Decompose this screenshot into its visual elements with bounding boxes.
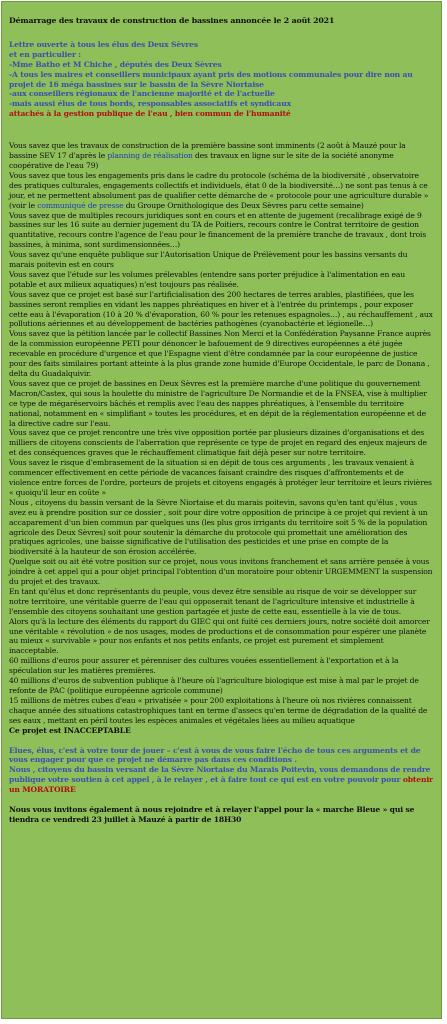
text-run: du Groupe Ornithologique des Deux Sèvres paru cette semaine) (123, 200, 364, 210)
letter-body (9, 141, 433, 735)
greeting-line: et en particulier : (9, 49, 81, 59)
body-paragraph: Nous , citoyens du bassin versant de la Sèvre Niortaise et du marais poitevin, savons qu'en tant qu'élus , vous avez eu à prendre position sur ce dossier , soit pour dire votre opposition de principe à ce projet qui revient à un accaparement d'un bien commun par quelques uns (les plus gros irrigants du territoire soit 5 % de la population agricole des Deux Sèvres) soit pour soutenir la démarche du protocole qui promettait une amélioration des pratiques agricoles, une baisse significative de l'utilisation des pesticides et une prise en compte de la biodiversité à la hauteur de son érosion accélérée. (9, 497, 428, 557)
text-run: Vous savez que tous les engagements pris dans le cadre du protocole (schéma de la biodiversité , observatoire des pratiques culturales, engagements collectifs et individuels, état 0 de la biodiversité…) ne sont pas tenus à ce jour, et ne permettent absolument pas de qualifier cette démarche de « protocole pour une agriculture durable » (voir le (9, 170, 429, 210)
press-release-link[interactable]: communiqué de presse (37, 200, 124, 210)
moratorium-emphasis: obtenir un MORATOIRE (9, 775, 433, 795)
final-invitation: Nous vous invitons également à nous rejoindre et à relayer l'appel pour la « marche Bleue » qui se tiendra ce vendredi 23 juillet à Mauzé à partir de 18H30 (9, 805, 415, 824)
body-paragraph: En tant qu'élus et donc représentants du peuple, vous devez être sensible au risque de voir se développer sur notre territoire, une véritable guerre de l'eau qui opposerait tenant de l'agriculture intensive et industrielle à l'ensemble des citoyens souhaitant une gestion partagée et juste de cette eau, essentielle à la vie de tous. (9, 586, 417, 616)
closing-block (9, 746, 433, 796)
text-run: Vous savez que les travaux de construction de la première bassine sont imminents (2 août à Mauzé pour la bassine SEV 17 d'après le (9, 141, 406, 161)
greeting-line: Lettre ouverte à tous les élus des Deux Sèvres (9, 39, 198, 49)
body-paragraph: Ce projet est INACCEPTABLE (9, 725, 131, 735)
greeting-line: -aux conseillers régionaux de l'ancienne majorité et de l'actuelle (9, 89, 275, 99)
greeting-block (9, 40, 433, 119)
greeting-line: -Mme Batho et M Chiche , députés des Deux Sèvres (9, 59, 222, 69)
body-paragraph: Vous savez que l'étude sur les volumes prélevables (entendre sans porter préjudice à l'alimentation en eau potable et aux milieux aquatiques) n'est toujours pas réalisée. (9, 269, 405, 289)
text-run: des travaux en ligne sur le site de la société anonyme coopérative de l'eau 79) (9, 151, 394, 170)
spacer (9, 795, 433, 805)
closing-paragraph (9, 765, 433, 795)
document-title: Démarrage des travaux de construction de bassines annoncée le 2 août 2021 (9, 16, 335, 25)
body-paragraph: Alors qu'à la lecture des éléments du rapport du GIEC qui ont fuité ces derniers jours, notre société doit amorcer une véritable « révolution » de nos usages, modes de productions et de consommation pour espérer une planète au mieux « survivable » pour nos enfants et nos petits enfants, ce projet est purement et simplement inacceptable. (9, 616, 430, 656)
body-paragraph (9, 171, 433, 211)
body-paragraph: 60 millions d'euros pour assurer et pérenniser des cultures vouées essentiellement à l'exportation et à la spéculation sur les matières premières. (9, 656, 399, 676)
letter-page (1, 1, 442, 1019)
greeting-line: -A tous les maires et conseillers municipaux ayant pris des motions communales pour dire non au projet de 16 méga bassines sur le bassin de la Sèvre Niortaise (9, 69, 413, 89)
body-paragraph: Quelque soit ou ait été votre position sur ce projet, nous vous invitons franchement et sans arrière pensée à vous joindre à cet appel qui a pour objet principal l'obtention d'un moratoire pour obtenir URGEMMENT la suspension du projet et des travaux. (9, 557, 433, 587)
body-paragraph: Vous savez qu'une enquête publique sur l'Autorisation Unique de Prélèvement pour les bassins versants du marais poitevin est en cours (9, 250, 408, 270)
body-paragraph (9, 141, 433, 171)
body-paragraph: Vous savez que ce projet rencontre une très vive opposition portée par plusieurs dizaines d'organisations et des milliers de citoyens conscients de l'aberration que représente ce type de projet en regard des enjeux majeurs de et des conséquences graves que le réchauffement climatique fait déjà peser sur notre territoire. (9, 428, 427, 458)
body-paragraph: Vous savez que la pétition lancée par le collectif Bassines Non Merci et la Confédération Paysanne France auprès de la commission européenne PETI pour dénoncer le bafouement de 9 directives européennes a été jugée recevable en procédure d'urgence et que l'Espagne vient d'être condamnée par la cour européenne de justice pour des faits similaires portant atteinte à la plus grande zone humide d'Europe Occidentale, le parc de Donana , delta du Guadalquivir. (9, 329, 431, 378)
body-paragraph: Vous savez le risque d'embrasement de la situation si en dépit de tous ces arguments , les travaux venaient à commencer effectivement en cette période de vacances faisant craindre des risques d'affrontements et de violence entre forces de l'ordre, porteurs de projets et citoyens engagés à protéger leur territoire et leurs rivières « quoiqu'il leur en coûte » (9, 458, 432, 497)
greeting-line: attachés à la gestion publique de l'eau , bien commun de l'humanité (9, 109, 291, 119)
body-paragraph: Vous savez que de multiples recours juridiques sont en cours et en attente de jugement (recalibrage exigé de 9 bassines sur les 16 suite au dernier jugement du TA de Poitiers, recours contre le Contrat territoire de gestion quantitative, recours contre l'agence de l'eau pour le financement de la première tranche de travaux , dont trois bassines, à minima, sont surdimensionnées…) (9, 210, 427, 250)
body-paragraph: Vous savez que ce projet est basé sur l'artificialisation des 200 hectares de terres arables, plastifiées, que les bassines seront remplies en vidant les nappes phréatiques en hiver et à l'entrée du printemps , pour exposer cette eau à l'évaporation (10 à 20 % d'évaporation, 60 % pour les retenues espagnoles…) , au réchauffement , aux pollutions aériennes et au développement de bactéries pathogènes (cyanobactérie et légionelle…) (9, 289, 433, 329)
closing-paragraph: Elues, élus, c'est à votre tour de jouer – c'est à vous de vous faire l'écho de tous ces arguments et de vous engager pour que ce projet ne démarre pas dans ces conditions . (9, 745, 421, 765)
spacer (9, 119, 433, 141)
body-paragraph: Vous savez que ce projet de bassines en Deux Sèvres est la première marche d'une politique du gouvernement Macron/Castex, qui sous la houlette du ministre de l'agriculture De Normandie et de la FNSEA, vise à multiplier ce type de mégaréservoirs bâchés et remplis avec l'eau des nappes phréatiques, à l'ensemble du territoire national, notamment en « simplifiant » toutes les procédures, et en dépit de la réglementation européenne et de la directive cadre sur l'eau. (9, 378, 427, 428)
greeting-line: -mais aussi élus de tous bords, responsables associatifs et syndicaux (9, 99, 291, 109)
body-paragraph: 15 millions de mètres cubes d'eau « privatisée » pour 200 exploitations à l'heure où nos rivières connaissent chaque année des situations catastrophiques tant en terme d'assecs qu'en terme de dégradation de la qualité de ses eaux , mettant en péril toutes les espèces animales et végétales liées au milieu aquatique (9, 695, 428, 725)
spacer (9, 736, 433, 746)
text-run: Nous , citoyens du bassin versant de la Sèvre Niortaise du Marais Poitevin, vous demandons de rendre publique votre soutien à cet appel , à le relayer , et à faire tout ce qui est en votre pouvoir pour (9, 765, 431, 785)
planning-link[interactable]: planning de réalisation (107, 151, 193, 161)
body-paragraph: 40 millions d'euros de subvention publique à l'heure où l'agriculture biologique est mise à mal par le projet de refonte de PAC (politique européenne agricole commune) (9, 676, 419, 695)
